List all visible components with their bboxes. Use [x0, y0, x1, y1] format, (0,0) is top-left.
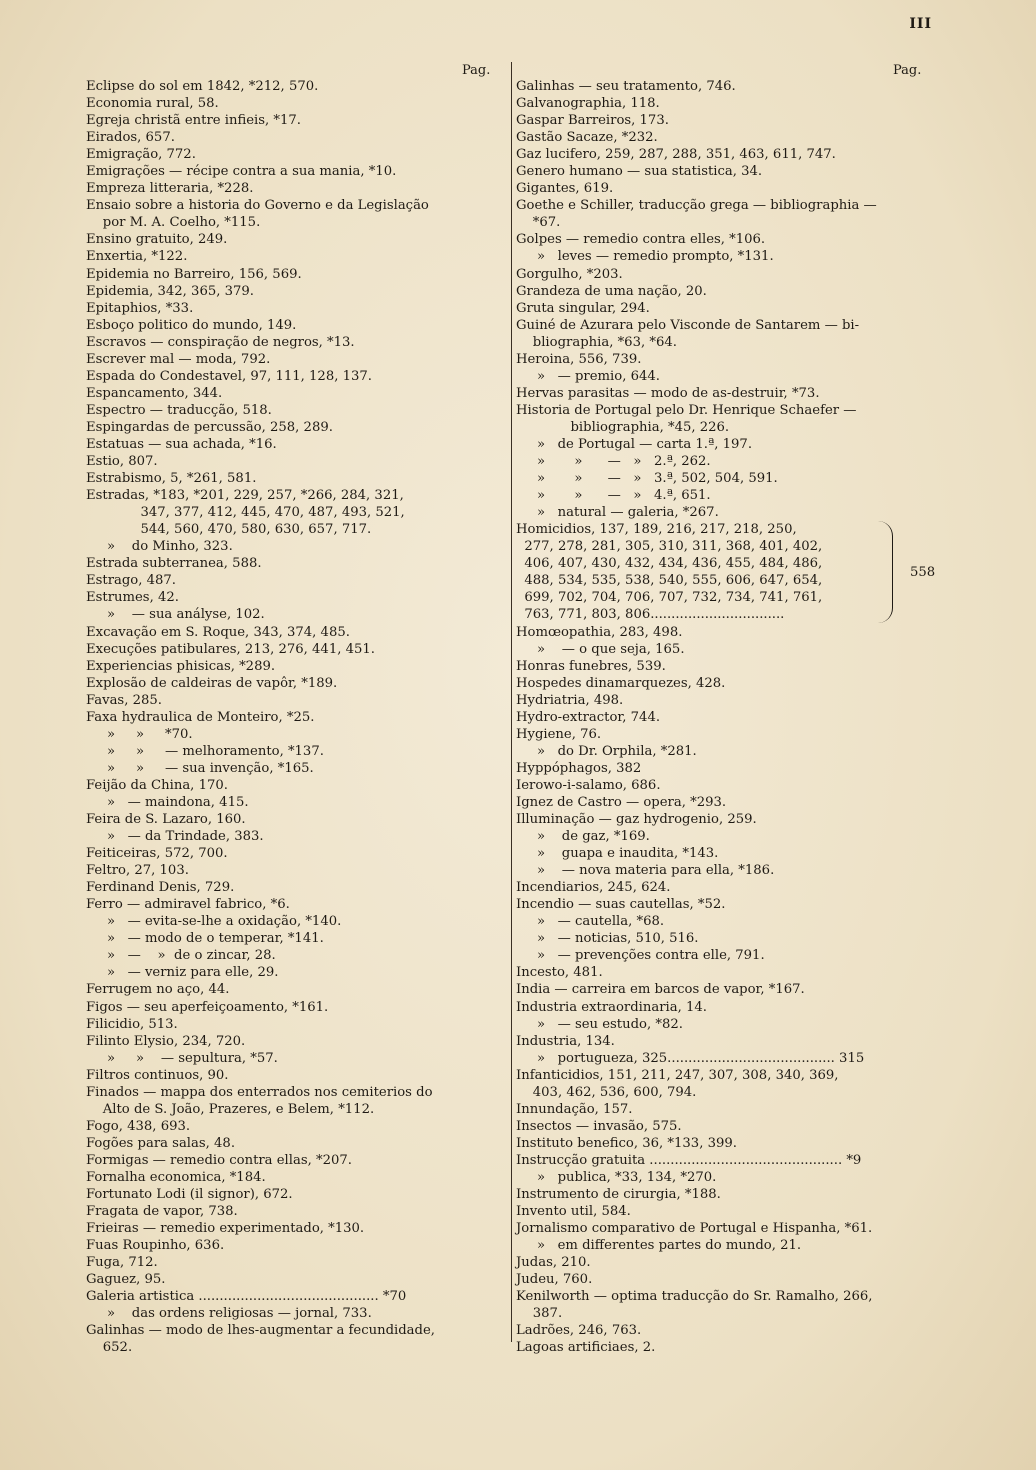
index-entry: » » — » 4.ª, 651. — [516, 488, 711, 504]
index-entry: Filicidio, 513. — [86, 1016, 178, 1032]
index-entry: Incendio — suas cautellas, *52. — [516, 897, 726, 913]
index-entry: » do Minho, 323. — [86, 539, 233, 555]
index-entry: Eclipse do sol em 1842, *212, 570. — [86, 79, 319, 94]
index-entry: Instituto benefico, 36, *133, 399. — [516, 1135, 737, 1151]
index-entry: Gorgulho, *203. — [516, 266, 623, 282]
index-entry: Epitaphios, *33. — [86, 300, 194, 316]
index-entry: Fogões para salas, 48. — [86, 1135, 236, 1151]
index-entry: 387. — [516, 1306, 563, 1322]
index-entry: » » *70. — [86, 726, 193, 742]
index-entry: Excavação em S. Roque, 343, 374, 485. — [86, 624, 350, 640]
index-entry: Fogo, 438, 693. — [86, 1118, 191, 1134]
index-entry: » — prevenções contra elle, 791. — [516, 948, 765, 964]
index-entry: Ensaio sobre a historia do Governo e da Legislação — [86, 198, 429, 214]
index-entry: por M. A. Coelho, *115. — [86, 215, 261, 231]
index-entry: » — sua anályse, 102. — [86, 607, 265, 623]
index-entry: Estrumes, 42. — [86, 590, 179, 606]
index-entry: Gaguez, 95. — [86, 1272, 166, 1288]
index-entry: Hervas parasitas — modo de as-destruir, *73. — [516, 385, 820, 401]
index-entry: » de Portugal — carta 1.ª, 197. — [516, 436, 753, 452]
left-column — [86, 78, 506, 1357]
index-entry: Judas, 210. — [516, 1255, 591, 1271]
index-entry: Ierowo-i-salamo, 686. — [516, 777, 661, 793]
index-entry: Judeu, 760. — [516, 1272, 593, 1288]
index-entry: » — maindona, 415. — [86, 794, 249, 810]
index-entry: » — noticias, 510, 516. — [516, 931, 699, 947]
index-entry: Galvanographia, 118. — [516, 96, 660, 112]
index-entry: » — cautella, *68. — [516, 914, 665, 930]
right-entries-bottom — [516, 624, 996, 1357]
index-entry: Hyppóphagos, 382 — [516, 760, 642, 776]
index-entry: Fuga, 712. — [86, 1255, 158, 1271]
index-entry: Ladrões, 246, 763. — [516, 1323, 642, 1339]
index-entry: Execuções patibulares, 213, 276, 441, 451. — [86, 641, 375, 657]
index-entry: » — da Trindade, 383. — [86, 829, 264, 845]
index-entry: Estradas, *183, *201, 229, 257, *266, 284, 321, — [86, 488, 404, 504]
index-entry: Estatuas — sua achada, *16. — [86, 436, 277, 452]
index-entry: Figos — seu aperfeiçoamento, *161. — [86, 999, 329, 1015]
index-entry: Incendiarios, 245, 624. — [516, 880, 671, 896]
brace-page-number: 558 — [910, 565, 936, 581]
index-entry: Heroina, 556, 739. — [516, 351, 642, 367]
index-entry: Alto de S. João, Prazeres, e Belem, *112. — [86, 1101, 375, 1117]
index-entry: Ignez de Castro — opera, *293. — [516, 794, 727, 810]
index-entry: Feiticeiras, 572, 700. — [86, 846, 228, 862]
index-entry: 652. — [86, 1340, 133, 1356]
index-entry: Infanticidios, 151, 211, 247, 307, 308, 340, 369, — [516, 1067, 839, 1083]
index-entry: Hygiene, 76. — [516, 726, 602, 742]
index-entry: » em differentes partes do mundo, 21. — [516, 1238, 802, 1254]
index-entry: Estio, 807. — [86, 454, 158, 470]
index-entry: 544, 560, 470, 580, 630, 657, 717. — [86, 522, 372, 538]
index-entry: Epidemia, 342, 365, 379. — [86, 283, 254, 299]
index-entry: » — modo de o temperar, *141. — [86, 931, 324, 947]
index-entry: 277, 278, 281, 305, 310, 311, 368, 401, 402, — [516, 539, 823, 555]
index-entry: Galinhas — modo de lhes-augmentar a fecundidade, — [86, 1323, 435, 1339]
index-entry: Egreja christã entre infieis, *17. — [86, 113, 301, 129]
right-entries-top — [516, 78, 996, 521]
index-entry: Esboço politico do mundo, 149. — [86, 317, 297, 333]
index-entry: Genero humano — sua statistica, 34. — [516, 164, 763, 180]
index-entry: Escrever mal — moda, 792. — [86, 351, 271, 367]
left-column-header: Pag. — [462, 63, 491, 78]
index-entry: Ferrugem no aço, 44. — [86, 982, 230, 998]
index-entry: Ferro — admiravel fabrico, *6. — [86, 897, 290, 913]
index-entry: Homœopathia, 283, 498. — [516, 624, 683, 640]
column-divider — [511, 62, 512, 1342]
index-entry: » guapa e inaudita, *143. — [516, 846, 719, 862]
index-entry: » » — » 2.ª, 262. — [516, 454, 711, 470]
index-entry: Goethe e Schiller, traducção grega — bibliographia — — [516, 198, 877, 214]
index-entry: Estrago, 487. — [86, 573, 176, 589]
index-entry: Hydriatria, 498. — [516, 692, 624, 708]
page-number: III — [909, 16, 932, 32]
index-entry: » — evita-se-lhe a oxidação, *140. — [86, 914, 342, 930]
index-entry: Espectro — traducção, 518. — [86, 402, 272, 418]
index-entry: Filinto Elysio, 234, 720. — [86, 1033, 246, 1049]
index-entry: Golpes — remedio contra elles, *106. — [516, 232, 766, 248]
index-entry: » — seu estudo, *82. — [516, 1016, 683, 1032]
index-entry: Guiné de Azurara pelo Visconde de Santarem — bi- — [516, 317, 860, 333]
index-entry: Frieiras — remedio experimentado, *130. — [86, 1221, 365, 1237]
index-entry: 763, 771, 803, 806................................ — [516, 607, 785, 623]
index-entry: Gigantes, 619. — [516, 181, 614, 197]
index-entry: Feira de S. Lazaro, 160. — [86, 812, 246, 828]
index-entry: Industria extraordinaria, 14. — [516, 999, 707, 1015]
index-entry: » » — melhoramento, *137. — [86, 743, 324, 759]
homicidios-block — [516, 521, 996, 623]
index-entry: » publica, *33, 134, *270. — [516, 1170, 717, 1185]
index-entry: Gruta singular, 294. — [516, 300, 650, 316]
index-entry: Emigração, 772. — [86, 147, 196, 163]
index-entry: *67. — [516, 215, 561, 231]
index-entry: Espancamento, 344. — [86, 385, 223, 401]
index-entry: Gaz lucifero, 259, 287, 288, 351, 463, 611, 747. — [516, 147, 836, 163]
index-entry: Grandeza de uma nação, 20. — [516, 283, 707, 299]
index-entry: » — » de o zincar, 28. — [86, 948, 276, 964]
index-entry: » de gaz, *169. — [516, 829, 650, 845]
index-entry: Ensino gratuito, 249. — [86, 232, 228, 248]
index-entry: Explosão de caldeiras de vapôr, *189. — [86, 675, 338, 691]
right-column-header: Pag. — [893, 63, 922, 78]
index-entry: Formigas — remedio contra ellas, *207. — [86, 1152, 352, 1168]
index-entry: » — premio, 644. — [516, 368, 660, 384]
index-entry: Incesto, 481. — [516, 965, 603, 981]
index-entry: Experiencias phisicas, *289. — [86, 658, 276, 674]
index-entry: Escravos — conspiração de negros, *13. — [86, 334, 355, 350]
index-entry: Hydro-extractor, 744. — [516, 709, 661, 725]
index-entry: Lagoas artificiaes, 2. — [516, 1340, 656, 1356]
index-entry: Fortunato Lodi (il signor), 672. — [86, 1187, 293, 1203]
index-entry: Emigrações — récipe contra a sua mania, *10. — [86, 164, 397, 180]
index-entry: Feltro, 27, 103. — [86, 863, 189, 879]
index-entry: 488, 534, 535, 538, 540, 555, 606, 647, 654, — [516, 573, 823, 589]
index-entry: Galeria artistica ........................................... *70 — [86, 1289, 407, 1305]
index-entry: Fragata de vapor, 738. — [86, 1204, 238, 1220]
index-entry: » — o que seja, 165. — [516, 641, 685, 657]
index-entry: » » — » 3.ª, 502, 504, 591. — [516, 471, 778, 487]
index-entry: » do Dr. Orphila, *281. — [516, 743, 697, 759]
index-entry: Gaspar Barreiros, 173. — [516, 113, 669, 129]
index-entry: Invento util, 584. — [516, 1204, 631, 1220]
index-entry: India — carreira em barcos de vapor, *167. — [516, 982, 805, 998]
brace-mark — [878, 521, 893, 623]
index-entry: bliographia, *63, *64. — [516, 334, 677, 350]
index-entry: Empreza litteraria, *228. — [86, 181, 254, 197]
index-entry: Estrada subterranea, 588. — [86, 556, 262, 572]
index-entry: Hospedes dinamarquezes, 428. — [516, 675, 726, 691]
index-entry: Estrabismo, 5, *261, 581. — [86, 471, 257, 487]
index-entry: Epidemia no Barreiro, 156, 569. — [86, 266, 302, 282]
index-entry: bibliographia, *45, 226. — [516, 419, 730, 435]
index-entry: Instrucção gratuita .............................................. *9 — [516, 1152, 862, 1168]
index-entry: Eirados, 657. — [86, 130, 175, 146]
index-entry: 347, 377, 412, 445, 470, 487, 493, 521, — [86, 505, 405, 521]
index-entry: 403, 462, 536, 600, 794. — [516, 1084, 697, 1100]
index-entry: Finados — mappa dos enterrados nos cemiterios do — [86, 1084, 433, 1100]
index-entry: » leves — remedio prompto, *131. — [516, 249, 774, 265]
index-entry: » — nova materia para ella, *186. — [516, 863, 775, 879]
index-entry: Honras funebres, 539. — [516, 658, 666, 674]
index-entry: Fuas Roupinho, 636. — [86, 1238, 225, 1254]
index-entry: Feijão da China, 170. — [86, 777, 228, 793]
index-entry: 406, 407, 430, 432, 434, 436, 455, 484, 486, — [516, 556, 823, 572]
right-column — [516, 78, 996, 1357]
index-entry: Homicidios, 137, 189, 216, 217, 218, 250, — [516, 522, 797, 538]
index-entry: » natural — galeria, *267. — [516, 505, 719, 521]
index-entry: Espingardas de percussão, 258, 289. — [86, 419, 333, 435]
index-entry: Favas, 285. — [86, 692, 162, 708]
index-entry: Jornalismo comparativo de Portugal e Hispanha, *61. — [516, 1221, 873, 1237]
index-entry: Ferdinand Denis, 729. — [86, 880, 235, 896]
index-entry: Industria, 134. — [516, 1033, 615, 1049]
index-entry: Faxa hydraulica de Monteiro, *25. — [86, 709, 315, 725]
index-entry: » — verniz para elle, 29. — [86, 965, 279, 981]
index-entry: Historia de Portugal pelo Dr. Henrique Schaefer — — [516, 402, 857, 418]
index-entry: » » — sepultura, *57. — [86, 1050, 278, 1066]
index-entry: Kenilworth — optima traducção do Sr. Ramalho, 266, — [516, 1289, 873, 1305]
index-entry: Illuminação — gaz hydrogenio, 259. — [516, 812, 757, 828]
index-entry: Economia rural, 58. — [86, 96, 219, 112]
index-entry: Insectos — invasão, 575. — [516, 1118, 682, 1134]
index-entry: Fornalha economica, *184. — [86, 1170, 266, 1185]
index-entry: Galinhas — seu tratamento, 746. — [516, 79, 736, 94]
index-entry: Innundação, 157. — [516, 1101, 633, 1117]
index-entry: » » — sua invenção, *165. — [86, 760, 314, 776]
index-entry: Espada do Condestavel, 97, 111, 128, 137. — [86, 368, 372, 384]
index-entry: Enxertia, *122. — [86, 249, 188, 265]
index-entry: 699, 702, 704, 706, 707, 732, 734, 741, 761, — [516, 590, 823, 606]
index-entry: Instrumento de cirurgia, *188. — [516, 1187, 721, 1203]
index-entry: » das ordens religiosas — jornal, 733. — [86, 1306, 372, 1322]
index-entry: » portugueza, 325........................................ 315 — [516, 1050, 865, 1066]
index-entry: Filtros continuos, 90. — [86, 1067, 229, 1083]
index-entry: Gastão Sacaze, *232. — [516, 130, 658, 146]
